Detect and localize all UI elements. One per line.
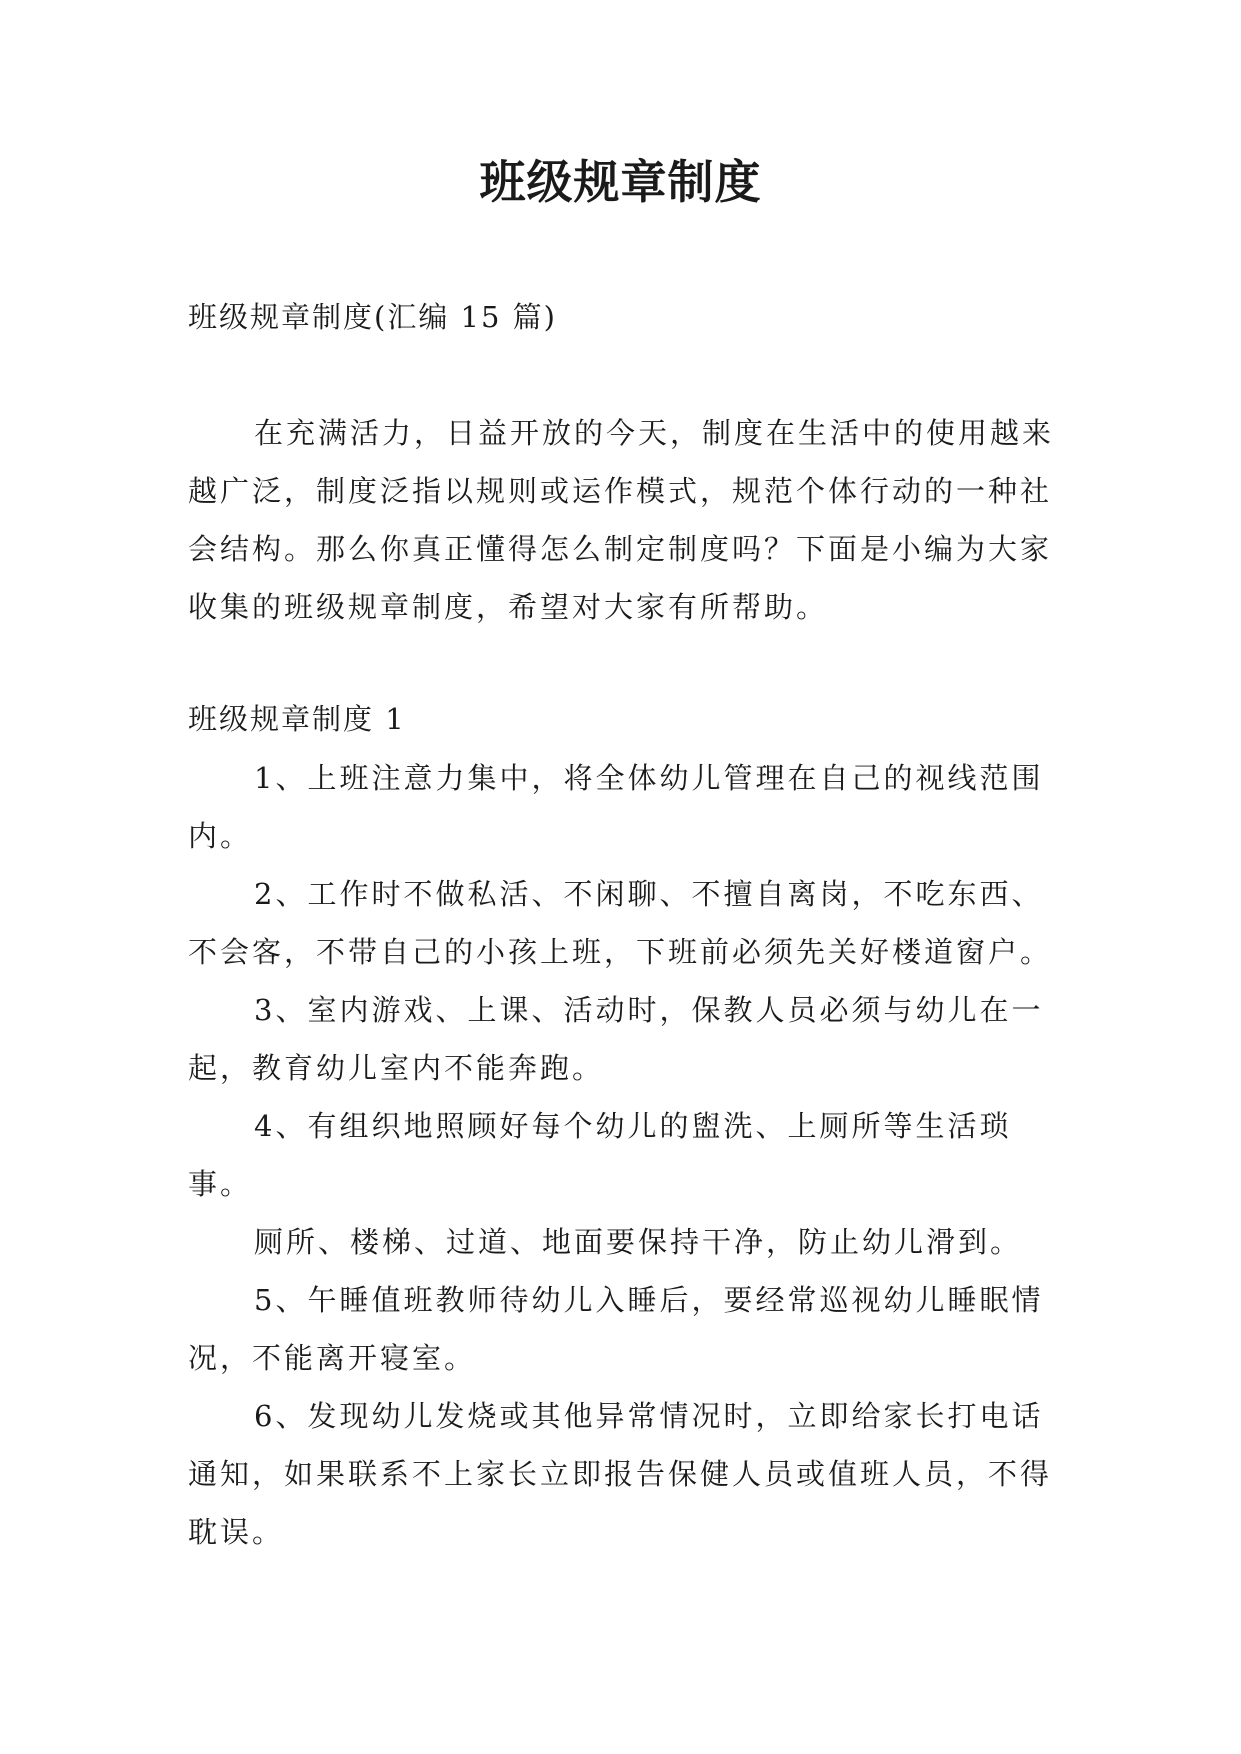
rule-item: 5、午睡值班教师待幼儿入睡后，要经常巡视幼儿睡眠情况，不能离开寝室。 — [188, 1283, 1044, 1375]
rules-list — [188, 749, 1058, 1561]
rule-item: 4、有组织地照顾好每个幼儿的盥洗、上厕所等生活琐事。 — [188, 1109, 1012, 1201]
rule-item: 6、发现幼儿发烧或其他异常情况时，立即给家长打电话通知，如果联系不上家长立即报告保健人员或值班人员，不得耽误。 — [188, 1399, 1053, 1549]
rule-item: 3、室内游戏、上课、活动时，保教人员必须与幼儿在一起，教育幼儿室内不能奔跑。 — [188, 993, 1044, 1085]
rule-item: 厕所、楼梯、过道、地面要保持干净，防止幼儿滑到。 — [254, 1225, 1023, 1259]
document-subtitle: 班级规章制度(汇编 15 篇) — [188, 300, 557, 334]
rule-item: 2、工作时不做私活、不闲聊、不擅自离岗，不吃东西、不会客，不带自己的小孩上班，下班前必须先关好楼道窗户。 — [188, 877, 1053, 969]
document-title: 班级规章制度 — [479, 155, 762, 209]
section-heading: 班级规章制度 1 — [188, 702, 406, 736]
rule-item: 1、上班注意力集中，将全体幼儿管理在自己的视线范围内。 — [188, 761, 1044, 853]
intro-paragraph: 在充满活力，日益开放的今天，制度在生活中的使用越来越广泛，制度泛指以规则或运作模式，规范个体行动的一种社会结构。那么你真正懂得怎么制定制度吗？下面是小编为大家收集的班级规章制度，希望对大家有所帮助。 — [188, 416, 1055, 624]
